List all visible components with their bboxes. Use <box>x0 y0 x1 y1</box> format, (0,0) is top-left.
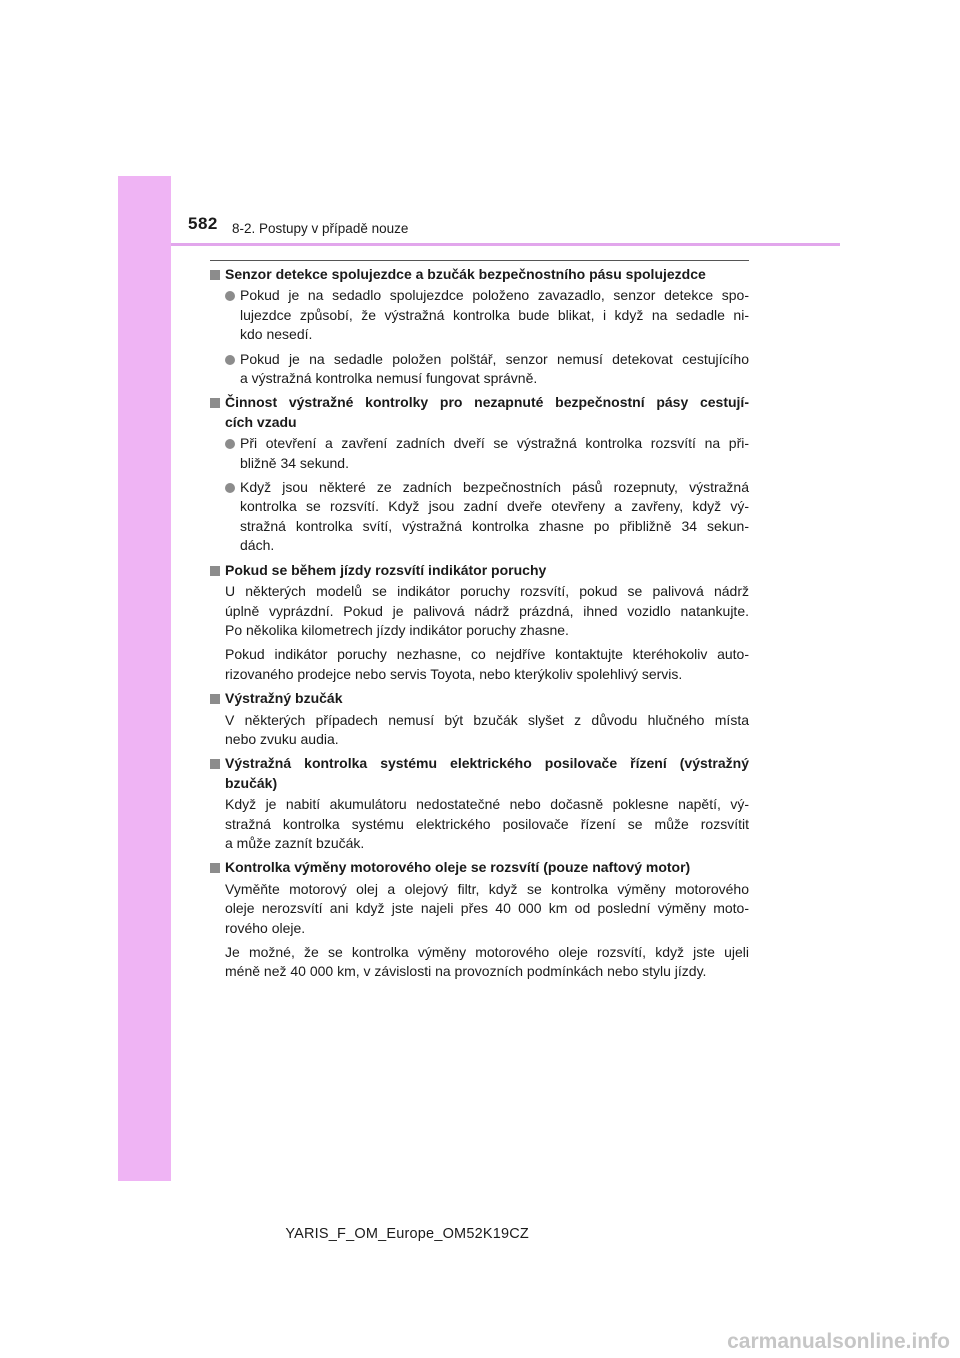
bullet-line: stražná kontrolka svítí, výstražná kontrolka zhasne po přibližně 34 sekun- <box>240 517 749 534</box>
bullet-item <box>210 350 749 389</box>
bullet-item <box>210 478 749 556</box>
paragraph <box>210 795 749 853</box>
paragraph-line: oleje nerozsvítí ani když jste najeli přes 40 000 km od poslední výměny moto- <box>225 900 749 917</box>
heading-line: bzučák) <box>225 774 278 791</box>
paragraph-line: Když je nabití akumulátoru nedostatečné nebo dočasně poklesne napětí, vý- <box>225 796 749 813</box>
square-bullet-icon <box>210 398 220 408</box>
paragraph-line: a může zaznít bzučák. <box>225 834 365 851</box>
paragraph-line: stražná kontrolka systému elektrického posilovače řízení se může rozsvítit <box>225 815 749 832</box>
section-heading <box>210 393 749 432</box>
square-bullet-icon <box>210 694 220 704</box>
section-block <box>210 858 749 981</box>
round-bullet-icon <box>225 355 235 365</box>
paragraph <box>210 582 749 640</box>
square-bullet-icon <box>210 759 220 769</box>
square-bullet-icon <box>210 863 220 873</box>
section-block <box>210 689 749 749</box>
bullet-line: Pokud je na sedadlo spolujezdce položeno zavazadlo, senzor detekce spo- <box>240 287 749 304</box>
square-bullet-icon <box>210 270 220 280</box>
paragraph <box>210 711 749 750</box>
paragraph <box>210 645 749 684</box>
section-title: 8-2. Postupy v případě nouze <box>232 221 409 236</box>
watermark: carmanualsonline.info <box>727 1330 950 1353</box>
bullet-item <box>210 286 749 344</box>
bullet-line: kdo nesedí. <box>240 326 313 343</box>
paragraph-line: rového oleje. <box>225 919 306 936</box>
header-rule <box>171 243 840 246</box>
round-bullet-icon <box>225 291 235 301</box>
paragraph-line: V některých případech nemusí být bzučák slyšet z důvodu hlučného místa <box>225 711 749 728</box>
paragraph-line: rizovaného prodejce nebo servis Toyota, nebo kterýkoliv spolehlivý servis. <box>225 665 683 682</box>
bullet-line: Když jsou některé ze zadních bezpečnostních pásů rozepnuty, výstražná <box>240 479 749 496</box>
page-number: 582 <box>188 214 218 233</box>
bullet-line: a výstražná kontrolka nemusí fungovat správně. <box>240 370 538 387</box>
section-block <box>210 754 749 853</box>
section-heading <box>210 561 749 580</box>
paragraph <box>210 943 749 982</box>
paragraph-line: Vyměňte motorový olej a olejový filtr, když se kontrolka výměny motorového <box>225 880 749 897</box>
heading-line: Činnost výstražné kontrolky pro nezapnuté bezpečnostní pásy cestují- <box>225 394 749 411</box>
section-heading <box>210 858 749 877</box>
section-heading <box>210 265 749 284</box>
heading-line: Pokud se během jízdy rozsvítí indikátor poruchy <box>225 561 547 578</box>
bullet-line: dách. <box>240 537 275 554</box>
paragraph-line: Je možné, že se kontrolka výměny motorového oleje rozsvítí, když jste ujeli <box>225 944 749 960</box>
content-top-rule <box>210 260 749 261</box>
bullet-line: kontrolka se rozsvítí. Když jsou zadní dveře otevřeny a zavřeny, když vý- <box>240 498 749 515</box>
section-heading <box>210 754 749 793</box>
heading-line: Výstražná kontrolka systému elektrického posilovače řízení (výstražný <box>225 755 749 772</box>
bullet-item <box>210 434 749 473</box>
paragraph <box>210 880 749 938</box>
heading-line: cích vzadu <box>225 413 297 430</box>
section-block <box>210 393 749 555</box>
bullet-line: bližně 34 sekund. <box>240 454 349 471</box>
heading-line: Výstražný bzučák <box>225 690 343 707</box>
section-heading <box>210 689 749 708</box>
square-bullet-icon <box>210 566 220 576</box>
round-bullet-icon <box>225 439 235 449</box>
round-bullet-icon <box>225 483 235 493</box>
heading-line: Kontrolka výměny motorového oleje se rozsvítí (pouze naftový motor) <box>225 859 691 876</box>
section-block <box>210 561 749 684</box>
paragraph-line: úplně vyprázdní. Pokud je palivová nádrž prázdná, ihned vozidlo natankujte. <box>225 602 749 619</box>
bullet-line: Při otevření a zavření zadních dveří se výstražná kontrolka rozsvítí na při- <box>240 435 749 452</box>
paragraph-line: Po několika kilometrech jízdy indikátor poruchy zhasne. <box>225 621 569 638</box>
paragraph-line: nebo zvuku audia. <box>225 730 339 747</box>
paragraph-line: méně než 40 000 km, v závislosti na provozních podmínkách nebo stylu jízdy. <box>225 963 707 980</box>
paragraph-line: U některých modelů se indikátor poruchy rozsvítí, pokud se palivová nádrž <box>225 583 749 600</box>
paragraph-line: Pokud indikátor poruchy nezhasne, co nejdříve kontaktujte kteréhokoliv auto- <box>225 646 749 663</box>
heading-line: Senzor detekce spolujezdce a bzučák bezpečnostního pásu spolujezdce <box>225 266 706 282</box>
side-color-band <box>118 176 171 1181</box>
content-body <box>210 265 749 987</box>
bullet-line: lujezdce způsobí, že výstražná kontrolka bude blikat, i když na sedadle ni- <box>240 306 749 323</box>
bullet-line: Pokud je na sedadle položen polštář, senzor nemusí detekovat cestujícího <box>240 350 749 367</box>
footer-doc-id: YARIS_F_OM_Europe_OM52K19CZ <box>285 1226 529 1242</box>
section-block <box>210 265 749 388</box>
